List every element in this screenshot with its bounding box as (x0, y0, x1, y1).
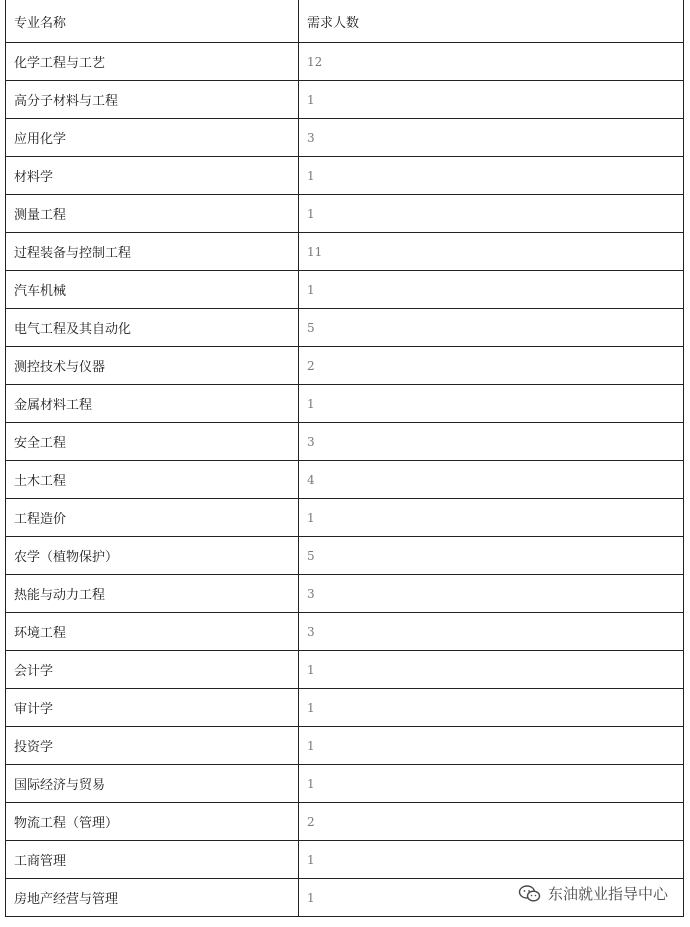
table-row (6, 803, 684, 841)
major-name-cell: 物流工程（管理） (6, 803, 299, 841)
demand-count-cell: 12 (299, 43, 684, 81)
demand-count-cell: 3 (299, 119, 684, 157)
major-name-cell: 土木工程 (6, 461, 299, 499)
major-name-cell: 材料学 (6, 157, 299, 195)
demand-count-cell: 1 (299, 765, 684, 803)
requirements-table-container (5, 0, 683, 918)
major-name-cell: 房地产经营与管理 (6, 879, 299, 917)
major-name-cell: 金属材料工程 (6, 385, 299, 423)
table-row (6, 195, 684, 233)
table-row (6, 81, 684, 119)
table-row (6, 385, 684, 423)
demand-count-cell: 1 (299, 499, 684, 537)
table-row (6, 841, 684, 879)
demand-count-cell: 3 (299, 613, 684, 651)
demand-count-cell: 1 (299, 271, 684, 309)
demand-count-cell: 1 (299, 651, 684, 689)
demand-count-cell: 1 (299, 81, 684, 119)
table-header-row (6, 0, 684, 43)
major-name-cell: 农学（植物保护） (6, 537, 299, 575)
demand-count-cell: 1 (299, 157, 684, 195)
table-row (6, 499, 684, 537)
table-row (6, 119, 684, 157)
major-name-cell: 工程造价 (6, 499, 299, 537)
demand-count-cell: 2 (299, 803, 684, 841)
major-name-cell: 安全工程 (6, 423, 299, 461)
demand-count-cell: 1 (299, 195, 684, 233)
demand-count-cell: 11 (299, 233, 684, 271)
major-name-cell: 工商管理 (6, 841, 299, 879)
header-name: 专业名称 (6, 0, 299, 43)
table-row (6, 537, 684, 575)
watermark (518, 883, 668, 904)
table-row (6, 423, 684, 461)
table-row (6, 689, 684, 727)
wechat-icon (518, 884, 542, 904)
table-row (6, 727, 684, 765)
demand-count-cell: 1 (299, 727, 684, 765)
header-count: 需求人数 (299, 0, 684, 43)
major-name-cell: 国际经济与贸易 (6, 765, 299, 803)
table-row (6, 309, 684, 347)
table-body (6, 0, 684, 917)
major-name-cell: 审计学 (6, 689, 299, 727)
table-row (6, 613, 684, 651)
major-name-cell: 化学工程与工艺 (6, 43, 299, 81)
table-row (6, 233, 684, 271)
table-row (6, 157, 684, 195)
demand-count-cell: 1 (299, 385, 684, 423)
table-row (6, 271, 684, 309)
requirements-table (5, 0, 684, 917)
major-name-cell: 会计学 (6, 651, 299, 689)
table-row (6, 347, 684, 385)
demand-count-cell: 5 (299, 309, 684, 347)
major-name-cell: 环境工程 (6, 613, 299, 651)
major-name-cell: 电气工程及其自动化 (6, 309, 299, 347)
major-name-cell: 汽车机械 (6, 271, 299, 309)
demand-count-cell: 2 (299, 347, 684, 385)
watermark-text: 东油就业指导中心 (547, 885, 668, 903)
demand-count-cell: 1 (299, 879, 684, 917)
demand-count-cell: 5 (299, 537, 684, 575)
table-row (6, 43, 684, 81)
major-name-cell: 应用化学 (6, 119, 299, 157)
major-name-cell: 热能与动力工程 (6, 575, 299, 613)
demand-count-cell: 3 (299, 575, 684, 613)
demand-count-cell: 1 (299, 689, 684, 727)
table-row (6, 651, 684, 689)
major-name-cell: 测控技术与仪器 (6, 347, 299, 385)
major-name-cell: 过程装备与控制工程 (6, 233, 299, 271)
major-name-cell: 测量工程 (6, 195, 299, 233)
major-name-cell: 高分子材料与工程 (6, 81, 299, 119)
demand-count-cell: 4 (299, 461, 684, 499)
demand-count-cell: 1 (299, 841, 684, 879)
demand-count-cell: 3 (299, 423, 684, 461)
table-row (6, 575, 684, 613)
table-row (6, 461, 684, 499)
table-row (6, 765, 684, 803)
major-name-cell: 投资学 (6, 727, 299, 765)
